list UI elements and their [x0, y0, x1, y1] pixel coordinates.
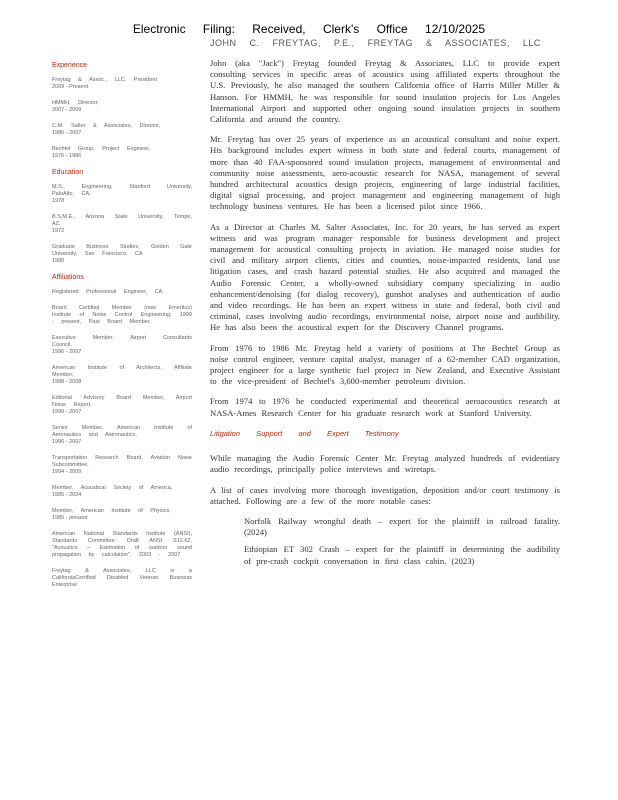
- experience-entry: [52, 100, 192, 114]
- affiliations-text: Board Certified Member (now Emeritus) Institute of Noise Control Engineering, 1999 - present, Past Board Member,: [52, 305, 192, 325]
- experience-text: HMMH, Director,: [52, 100, 99, 106]
- bio-paragraph: Mr. Freytag has over 25 years of experience as an acoustical consultant and noise expert. His background includes expert witness in both state and federal courts, management of more than 40 FAA-sponsored sound insulation projects, management of environmental and community noise assessments, aero-acoustic research for NASA, management of several hundred architectural acoustics design projects, engineering of large industrial facilities, digital signal processing, and project management and engineering management of high technology business ventures. He has been a licensed pilot since 1966.: [210, 134, 560, 212]
- experience-text: Freytag & Assoc., LLC, President: [52, 77, 158, 83]
- sidebar: [52, 62, 192, 598]
- education-entry: [52, 214, 192, 235]
- affiliations-entry: [52, 425, 192, 446]
- affiliations-text: American National Standards Institute (ANSI), Standards Committee: Draft ANSI S12.62, "Acoustics – Estimation of outdoor sound propagation by calculation", 2003 - 2007: [52, 531, 192, 558]
- affiliations-text: Editorial Advisory Board Member, Airport Noise Report,: [52, 395, 192, 408]
- affiliations-text: Member, American Institute of Physics,: [52, 508, 171, 514]
- education-text: M.S., Engineering, Stanford University, PaloAlto, CA,: [52, 184, 192, 197]
- experience-dates: 1986 - 2007: [52, 130, 82, 136]
- affiliations-entry: [52, 531, 192, 559]
- affiliations-entry: [52, 305, 192, 326]
- bullet-icon: [210, 516, 244, 538]
- main-content: [210, 58, 560, 573]
- page-header: JOHN C. FREYTAG, P.E., FREYTAG & ASSOCIATES, LLC: [210, 38, 541, 48]
- litigation-paragraphs: [210, 453, 560, 507]
- affiliations-dates: 1996 - 2007: [52, 349, 82, 355]
- affiliations-text: American Institute of Architects, Affiliate Member,: [52, 365, 192, 378]
- affiliations-entry: [52, 395, 192, 416]
- bio-paragraph: From 1974 to 1976 he conducted experimental and theoretical aeroacoustics research at NASA-Ames Research Center for his graduate research work at Stanford University.: [210, 396, 560, 418]
- experience-text: Bechtel Group, Project Engineer,: [52, 146, 151, 152]
- affiliations-dates: 1994 - 2009: [52, 469, 82, 475]
- affiliations-entry: [52, 568, 192, 589]
- affiliations-dates: 1988 - 2008: [52, 379, 82, 385]
- affiliations-entry: [52, 365, 192, 386]
- education-dates: 1980: [52, 258, 65, 264]
- education-dates: 1972: [52, 228, 65, 234]
- affiliations-entry: [52, 455, 192, 476]
- case-text: Norfolk Railway wrongful death – expert for the plaintiff in railroad fatality. (2024): [244, 515, 560, 538]
- education-dates: 1978: [52, 198, 65, 204]
- education-entry: [52, 184, 192, 205]
- affiliations-text: Freytag & Associates, LLC is a CaliforniaCertified Disabled Veteran Business Enterprise: [52, 568, 192, 588]
- education-title: Education: [52, 169, 84, 176]
- experience-title: Experience: [52, 62, 88, 69]
- affiliations-entry: [52, 485, 192, 499]
- case-item: [210, 544, 560, 566]
- education-text: Graduate Business Studies, Golden Gate University, San Francisco, CA: [52, 244, 192, 257]
- affiliations-text: Senior Member, American Institute of Aeronautics and Astronautics,: [52, 425, 192, 438]
- education-section: [52, 169, 192, 265]
- experience-text: C.M. Salter & Associates, Director,: [52, 123, 161, 129]
- litigation-title: Litigation Support and Expert Testimony: [210, 428, 399, 438]
- litigation-paragraph: While managing the Audio Forensic Center Mr. Freytag analyzed hundreds of evidentiary audio recordings, principally police interviews and wiretaps.: [210, 453, 560, 475]
- experience-dates: 1976 - 1986: [52, 153, 82, 159]
- affiliations-text: Registered Professional Engineer, CA: [52, 289, 163, 295]
- affiliations-dates: 1996 - 2007: [52, 439, 82, 445]
- bio-paragraphs: [210, 58, 560, 419]
- case-item: [210, 516, 560, 538]
- affiliations-entry: [52, 508, 192, 522]
- affiliations-text: Member, Acoustical Society of America,: [52, 485, 173, 491]
- bio-paragraph: John (aka "Jack") Freytag founded Freytag & Associates, LLC to provide expert consulting services in specific areas of acoustics using affiliated experts throughout the U.S. Previously, he also managed the southern California office of Harris Miller Miller & Hanson. For HMMH, he was responsible for sound insulation projects for Los Angeles International Airport and supported other ongoing sound insulation projects in southern California and around the country.: [210, 58, 560, 125]
- bullet-icon: [210, 544, 244, 566]
- affiliations-dates: 1985 - present: [52, 515, 88, 521]
- experience-entry: [52, 77, 192, 91]
- filing-stamp: Electronic Filing: Received, Clerk's Office 12/10/2025: [132, 22, 486, 36]
- bio-paragraph: As a Director at Charles M. Salter Associates, Inc. for 20 years, he has served as expert witness and was program manager responsible for business development and project management for acoustical consulting projects in aviation. He managed noise studies for civil and military airport clients, cities and counties, noise-impacted residents, land use litigation cases, and crash hazard potential studies. He also acquired and managed the Audio Forensic Center, a wholly-owned subsidiary company specializing in audio enhancement/denoising (for dialog recovery), gunshot analyses and authentication of audio and video recordings. He has been an expert witness in state and federal, both civil and criminal, cases involving audio recordings, environmental noise, airport noise and audibility. He has also been the acoustical expert for the Discovery Channel programs.: [210, 221, 560, 333]
- experience-section: [52, 62, 192, 160]
- affiliations-list: [52, 289, 192, 589]
- experience-entry: [52, 123, 192, 137]
- affiliations-section: [52, 274, 192, 589]
- affiliations-title: Affiliations: [52, 274, 84, 281]
- experience-dates: 2009 - Present: [52, 84, 89, 90]
- case-text: Ethiopian ET 302 Crash – expert for the plaintiff in determining the audibility of pre-crash cockpit conversation in first class cabin. (2023): [244, 544, 560, 566]
- affiliations-entry: [52, 335, 192, 356]
- education-entry: [52, 244, 192, 265]
- experience-list: [52, 77, 192, 160]
- affiliations-text: Executive Member, Airport Consultants Council,: [52, 335, 192, 348]
- education-list: [52, 184, 192, 265]
- education-text: B.S.M.E., Arizona State University, Tempe, AZ,: [52, 214, 192, 227]
- experience-entry: [52, 146, 192, 160]
- bio-paragraph: From 1976 to 1986 Mr. Freytag held a variety of positions at The Bechtel Group as noise control engineer, venture capital analyst, manager of a 62-member CAD organization, project engineer for a large synthetic fuel project in New Zealand, and Executive Assistant to the vice-president of Bechtel's 3,600-member petroleum division.: [210, 342, 561, 387]
- affiliations-dates: 1985 - 2024: [52, 492, 82, 498]
- case-list: [210, 516, 560, 567]
- affiliations-entry: [52, 289, 192, 296]
- experience-dates: 2007 - 2009: [52, 107, 82, 113]
- affiliations-dates: 1999 - 2007: [52, 409, 82, 415]
- affiliations-text: Transportation Research Board, Aviation Noise Subcommittee,: [52, 455, 192, 468]
- litigation-paragraph: A list of cases involving more thorough investigation, deposition and/or court testimony is attached. Following are a few of the more notable cases:: [210, 484, 560, 506]
